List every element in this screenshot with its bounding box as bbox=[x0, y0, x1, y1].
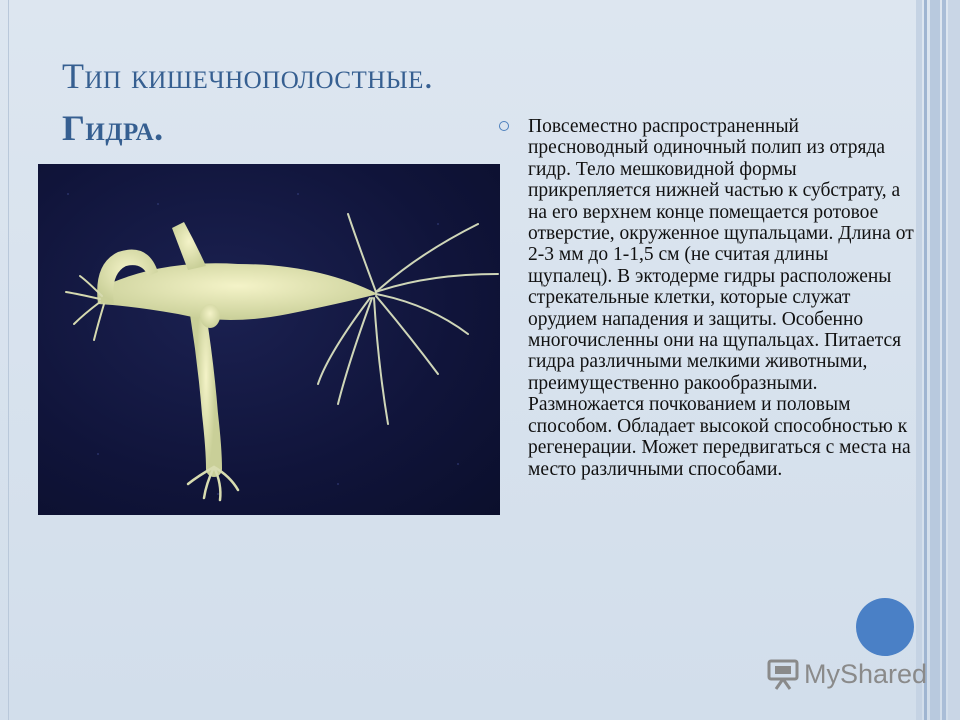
decorative-stripes bbox=[916, 0, 960, 720]
watermark bbox=[766, 656, 927, 692]
body-text: Повсеместно распространенный пресноводный одиночный полип из отряда гидр. Тело мешковидной формы прикрепляется нижней частью к субстрату, а на его верхнем конце помещается ротовое отверстие, окруженное щупальцами. Длина от 2-3 мм до 1-1,5 см (не считая длины щупалец). В эктодерме гидры расположены стрекательные клетки, которые служат орудием нападения и защиты. Особенно многочисленны они на щупальцах. Питается гидра различными мелкими животными, преимущественно ракообразными. Размножается почкованием и половым способом. Обладает высокой способностью к регенерации. Может передвигаться с места на место различными способами. bbox=[528, 116, 914, 480]
title-line-2: Гидра. bbox=[62, 108, 164, 148]
watermark-brand: MyShared bbox=[804, 658, 928, 689]
decorative-circle bbox=[856, 598, 914, 656]
body-paragraph bbox=[496, 116, 916, 480]
title-line-1: Тип кишечнополостные. bbox=[62, 56, 434, 96]
hydra-illustration bbox=[38, 164, 500, 515]
presentation-board-icon bbox=[766, 657, 800, 691]
hydra-photo bbox=[38, 164, 500, 515]
